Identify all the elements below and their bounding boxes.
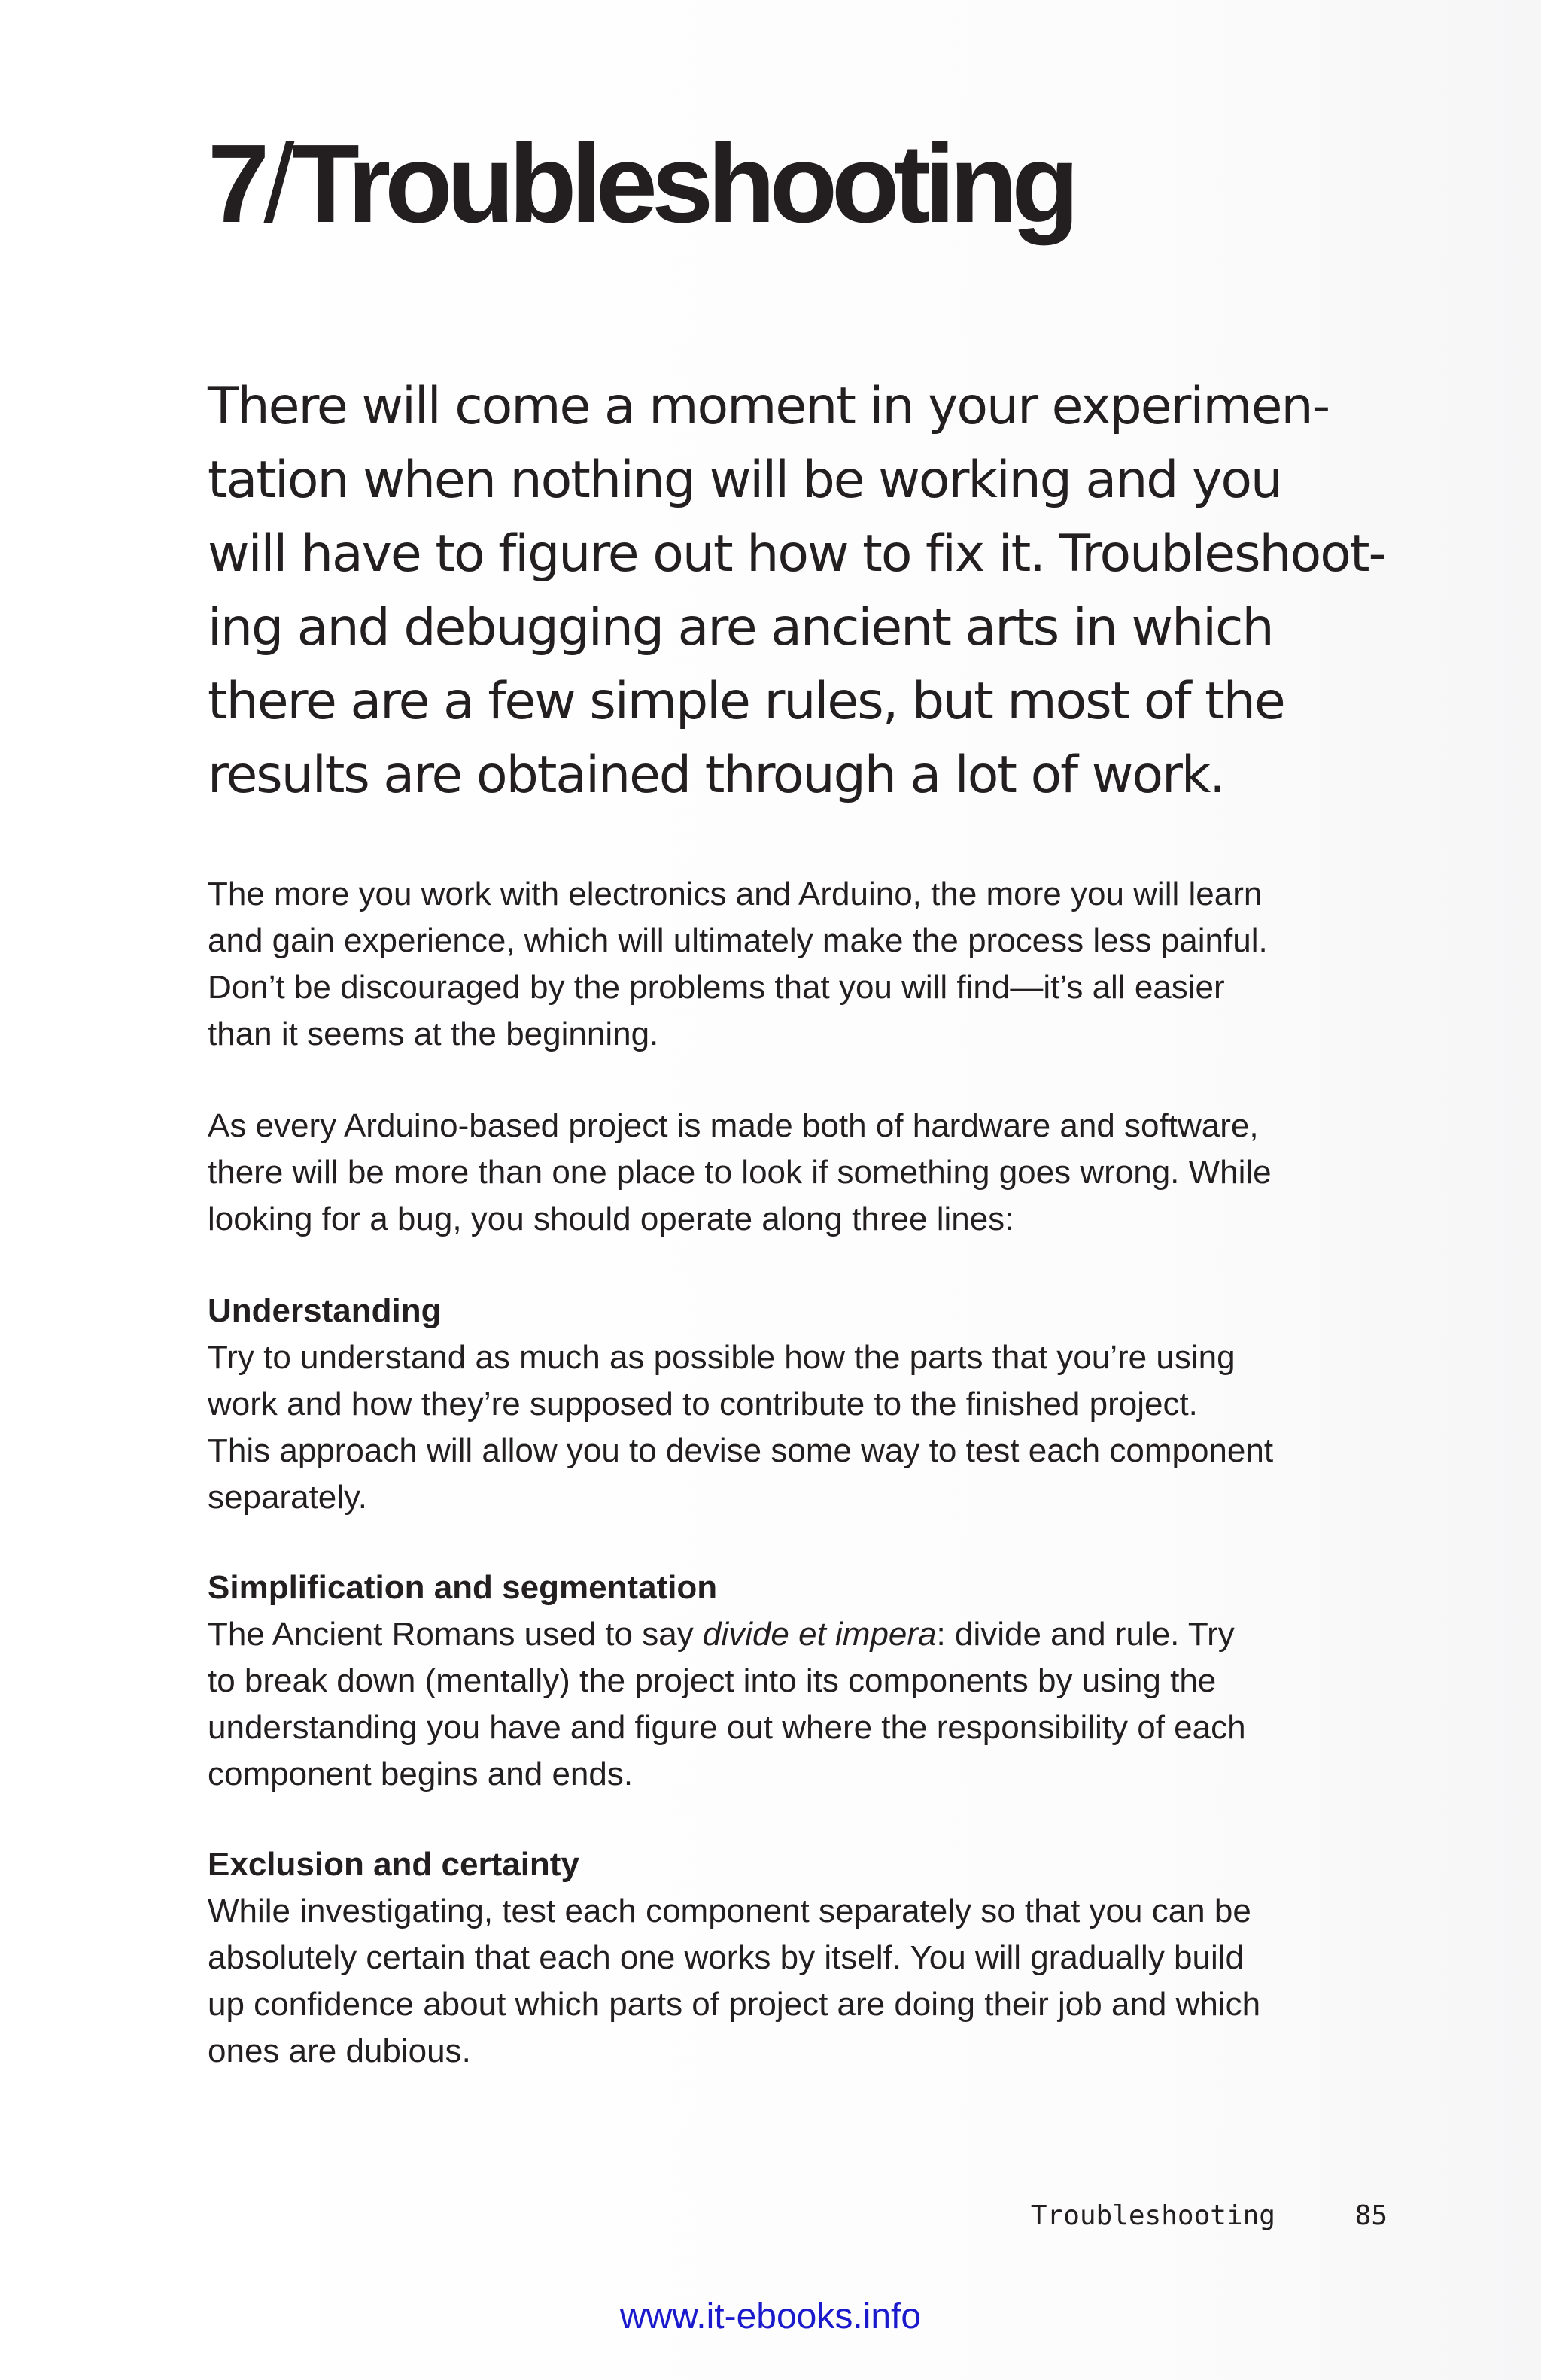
intro-line: tation when nothing will be working and you — [208, 451, 1282, 510]
body-line — [208, 1611, 1412, 1658]
body-line: While investigating, test each component separately so that you can be — [208, 1893, 1251, 1929]
chapter-title — [208, 120, 1074, 248]
body-line: Don’t be discouraged by the problems that you will find—it’s all easier — [208, 969, 1225, 1006]
body-line: looking for a bug, you should operate along three lines: — [208, 1201, 1014, 1237]
chapter-number: 7 — [208, 122, 264, 246]
chapter-name: Troubleshooting — [291, 122, 1074, 246]
intro-line: there are a few simple rules, but most of the — [208, 672, 1284, 731]
paragraph-three-lines — [208, 1103, 1412, 1243]
intro-line: will have to figure out how to fix it. Troubleshoot- — [208, 524, 1386, 584]
chapter-separator: / — [263, 122, 292, 246]
body-line: absolutely certain that each one works by itself. You will gradually build — [208, 1939, 1245, 1976]
body-line: to break down (mentally) the project into its components by using the — [208, 1662, 1217, 1699]
body-line: separately. — [208, 1479, 367, 1516]
body-text: The Ancient Romans used to say — [208, 1616, 703, 1653]
section-heading: Understanding — [208, 1292, 442, 1329]
running-head: Troubleshooting — [1030, 2200, 1275, 2231]
body-line: up confidence about which parts of project are doing their job and which — [208, 1986, 1261, 2023]
latin-phrase: divide et impera — [702, 1616, 937, 1653]
section-heading: Simplification and segmentation — [208, 1569, 718, 1606]
page-number: 85 — [1354, 2200, 1388, 2231]
body-line: Try to understand as much as possible how the parts that you’re using — [208, 1339, 1236, 1376]
body-line: This approach will allow you to devise some way to test each component — [208, 1432, 1274, 1469]
body-line: work and how they’re supposed to contribute to the finished project. — [208, 1386, 1198, 1422]
body-line: than it seems at the beginning. — [208, 1015, 659, 1052]
intro-line: results are obtained through a lot of work. — [208, 745, 1224, 805]
body-line: The more you work with electronics and Arduino, the more you will learn — [208, 876, 1263, 912]
body-line: understanding you have and figure out where the responsibility of each — [208, 1709, 1246, 1746]
body-line: there will be more than one place to look if something goes wrong. While — [208, 1154, 1272, 1191]
paragraph-experience — [208, 871, 1412, 1058]
section-understanding — [208, 1288, 1412, 1521]
section-simplification — [208, 1565, 1412, 1798]
intro-line: There will come a moment in your experimen- — [208, 377, 1330, 436]
intro-line: ing and debugging are ancient arts in which — [208, 598, 1273, 657]
body-line: ones are dubious. — [208, 2032, 471, 2069]
section-exclusion — [208, 1841, 1412, 2075]
watermark-link[interactable]: www.it-ebooks.info — [619, 2297, 922, 2336]
body-text: : divide and rule. Try — [936, 1616, 1235, 1653]
body-line: and gain experience, which will ultimately make the process less painful. — [208, 922, 1268, 959]
body-line: As every Arduino-based project is made both of hardware and software, — [208, 1107, 1259, 1144]
chapter-intro — [208, 370, 1412, 812]
page-footer — [1031, 2199, 1388, 2233]
section-heading: Exclusion and certainty — [208, 1846, 579, 1883]
body-line: component begins and ends. — [208, 1756, 634, 1793]
